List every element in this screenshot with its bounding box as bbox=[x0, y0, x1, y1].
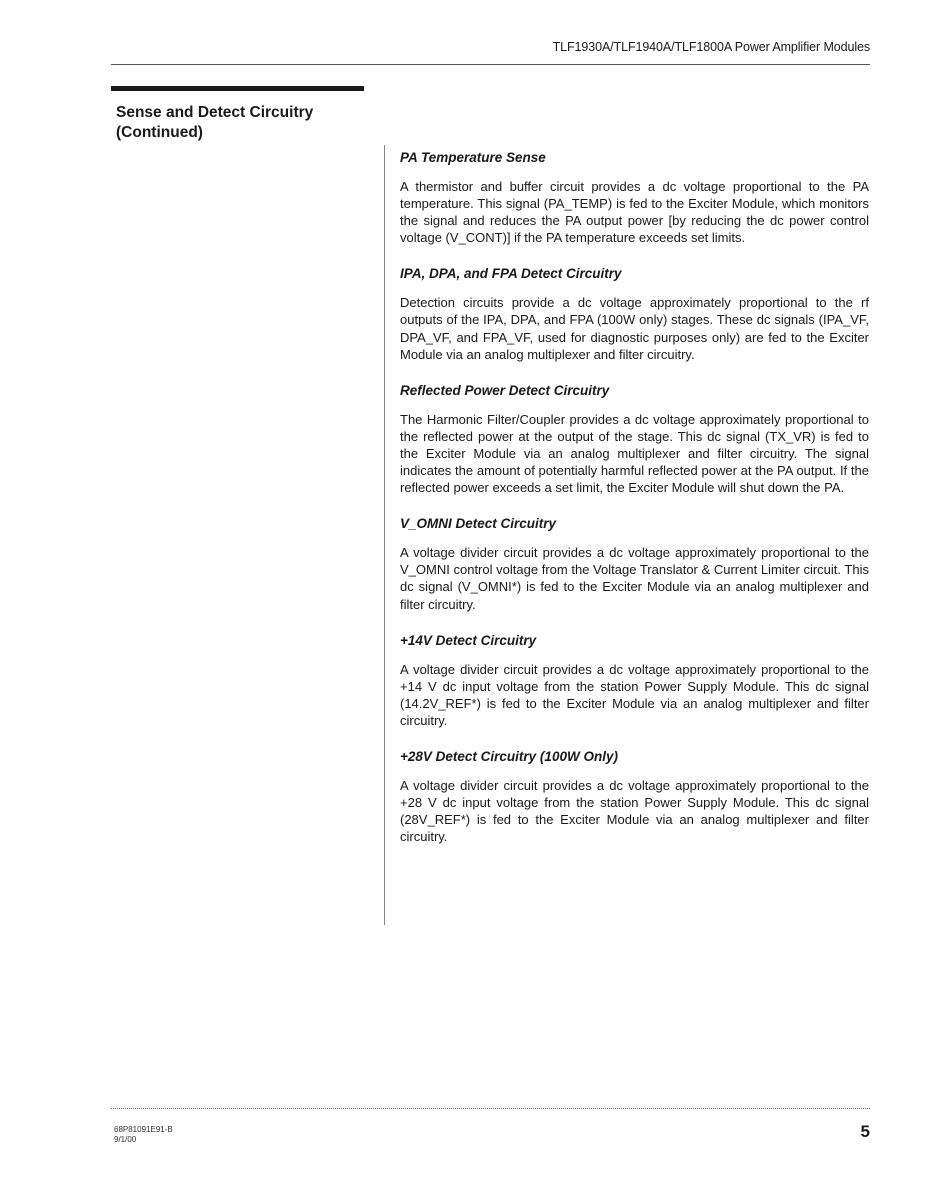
subsection-heading: IPA, DPA, and FPA Detect Circuitry bbox=[400, 266, 622, 282]
subsection-28v-detect bbox=[400, 747, 869, 845]
subsection-paragraph: Detection circuits provide a dc voltage approximately proportional to the rf outputs of the IPA, DPA, and FPA (100W only) stages. These dc signals (IPA_VF, DPA_VF, and FPA_VF, used for diagnostic purposes only) are fed to the Exciter Module via an analog multiplexer and filter circuitry. bbox=[400, 295, 869, 362]
subsection-heading: V_OMNI Detect Circuitry bbox=[400, 516, 557, 532]
subsection-heading: +14V Detect Circuitry bbox=[400, 632, 537, 648]
body-column bbox=[400, 148, 869, 863]
subsection-paragraph: A voltage divider circuit provides a dc voltage approximately proportional to the +28 V dc input voltage from the station Power Supply Module. This dc signal (28V_REF*) is fed to the Exciter Module via an analog multiplexer and filter circuitry. bbox=[400, 777, 869, 845]
section-heading-bar bbox=[111, 86, 364, 91]
section-title-line-1: Sense and Detect Circuitry bbox=[116, 104, 314, 121]
subsection-v-omni-detect bbox=[400, 514, 869, 612]
subsection-paragraph: The Harmonic Filter/Coupler provides a dc voltage approximately proportional to the reflected power at the output of the stage. This dc signal (TX_VR) is fed to the Exciter Module via an analog multiplexer and filter circuitry. The signal indicates the amount of potentially harmful reflected power at the PA output. If the reflected power exceeds a set limit, the Exciter Module will shut down the PA. bbox=[400, 411, 869, 496]
subsection-14v-detect bbox=[400, 631, 869, 729]
document-date: 9/1/00 bbox=[114, 1135, 137, 1144]
footer-divider bbox=[111, 1108, 870, 1109]
subsection-pa-temperature-sense bbox=[400, 148, 869, 246]
subsection-paragraph: A voltage divider circuit provides a dc voltage approximately proportional to the +14 V dc input voltage from the station Power Supply Module. This dc signal (14.2V_REF*) is fed to the Exciter Module via an analog multiplexer and filter circuitry. bbox=[400, 661, 869, 728]
subsection-heading: PA Temperature Sense bbox=[400, 150, 546, 165]
section-title bbox=[116, 103, 366, 143]
subsection-ipa-dpa-fpa-detect bbox=[400, 264, 869, 362]
column-divider bbox=[384, 145, 385, 925]
running-header-title: TLF1930A/TLF1940A/TLF1800A Power Amplifier Modules bbox=[552, 40, 870, 54]
subsection-paragraph: A thermistor and buffer circuit provides a dc voltage proportional to the PA temperature. This signal (PA_TEMP) is fed to the Exciter Module, which monitors the signal and reduces the PA output power [by reducing the dc power control voltage (V_CONT)] if the PA temperature exceeds set limits. bbox=[400, 179, 869, 246]
footer-document-info bbox=[114, 1125, 173, 1145]
subsection-reflected-power-detect bbox=[400, 381, 869, 496]
subsection-paragraph: A voltage divider circuit provides a dc voltage approximately proportional to the V_OMNI control voltage from the Voltage Translator & Current Limiter circuit. This dc signal (V_OMNI*) is fed to the Exciter Module via an analog multiplexer and filter circuitry. bbox=[400, 545, 869, 612]
header-divider bbox=[111, 64, 870, 65]
subsection-heading: +28V Detect Circuitry (100W Only) bbox=[400, 748, 618, 764]
section-title-line-2: (Continued) bbox=[116, 124, 203, 141]
subsection-heading: Reflected Power Detect Circuitry bbox=[400, 382, 610, 398]
document-code: 68P81091E91-B bbox=[114, 1125, 173, 1134]
page-number: 5 bbox=[860, 1122, 870, 1141]
